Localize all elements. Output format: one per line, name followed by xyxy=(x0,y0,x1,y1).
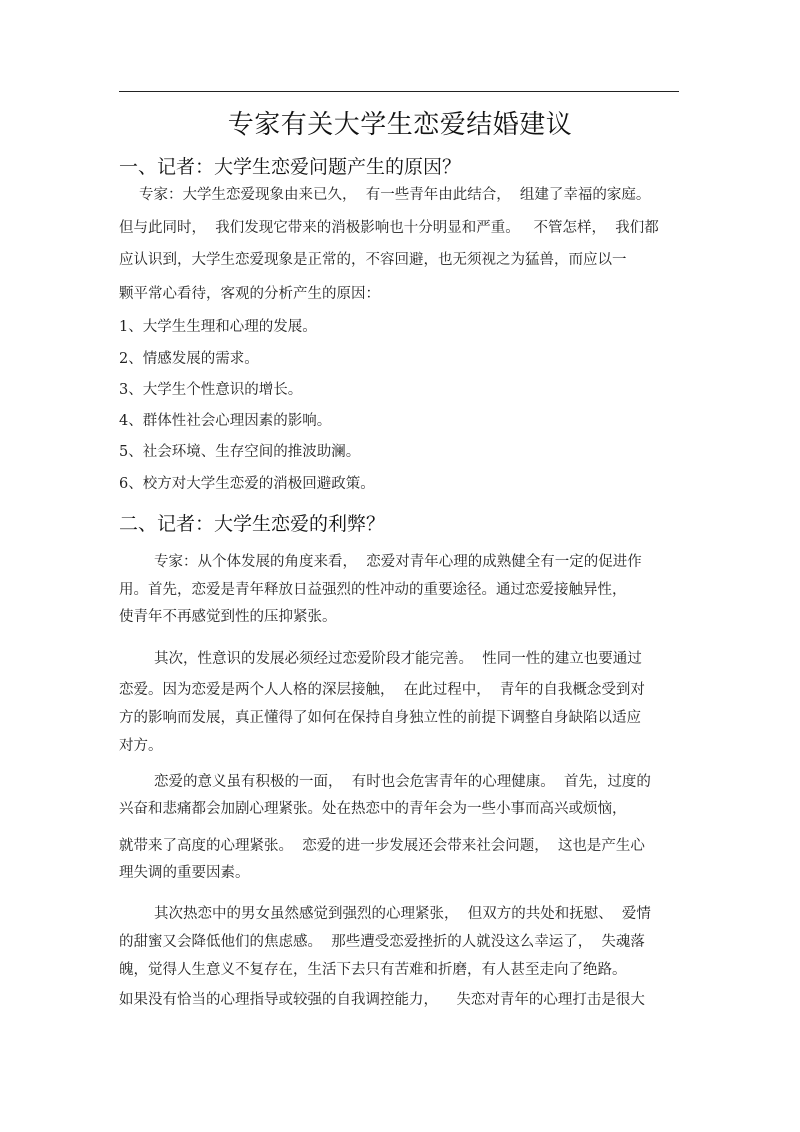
list-item: 3、大学生个性意识的增长。 xyxy=(119,382,303,398)
paragraph-line: 其次，性意识的发展必须经过恋爱阶段才能完善。 性同一性的建立也要通过 xyxy=(154,651,642,667)
list-item: 2、情感发展的需求。 xyxy=(119,351,259,367)
paragraph-line: 使青年不再感觉到性的压抑紧张。 xyxy=(119,609,337,625)
list-item: 5、社会环境、生存空间的推波助澜。 xyxy=(119,444,361,460)
paragraph-line: 专家：大学生恋爱现象由来已久， 有一些青年由此结合， 组建了幸福的家庭。 xyxy=(139,187,651,203)
paragraph-line: 如果没有恰当的心理指导或较强的自我调控能力， 失恋对青年的心理打击是很大 xyxy=(119,992,645,1008)
paragraph-line: 专家：从个体发展的角度来看， 恋爱对青年心理的成熟健全有一定的促进作 xyxy=(154,554,642,570)
paragraph-line: 方的影响而发展，真正懂得了如何在保持自身独立性的前提下调整自身缺陷以适应 xyxy=(119,710,641,726)
paragraph-line: 就带来了高度的心理紧张。 恋爱的进一步发展还会带来社会问题， 这也是产生心 xyxy=(119,838,645,854)
list-item: 4、群体性社会心理因素的影响。 xyxy=(119,413,332,429)
paragraph-line: 颗平常心看待，客观的分析产生的原因： xyxy=(119,286,380,302)
section-heading-1: 一、记者：大学生恋爱问题产生的原因？ xyxy=(119,156,462,178)
document-title: 专家有关大学生恋爱结婚建议 xyxy=(227,110,573,140)
paragraph-line: 但与此同时， 我们发现它带来的消极影响也十分明显和严重。 不管怎样， 我们都 xyxy=(119,220,659,236)
section-heading-2: 二、记者：大学生恋爱的利弊？ xyxy=(119,513,386,535)
paragraph-line: 其次热恋中的男女虽然感觉到强烈的心理紧张， 但双方的共处和抚慰、 爱情 xyxy=(154,906,651,922)
paragraph-line: 对方。 xyxy=(119,738,163,754)
list-item: 1、大学生生理和心理的发展。 xyxy=(119,319,317,335)
header-rule xyxy=(119,91,679,92)
paragraph-line: 的甜蜜又会降低他们的焦虑感。 那些遭受恋爱挫折的人就没这么幸运了， 失魂落 xyxy=(119,934,645,950)
paragraph-line: 魄，觉得人生意义不复存在，生活下去只有苦难和折磨，有人甚至走向了绝路。 xyxy=(119,962,627,978)
list-item: 6、校方对大学生恋爱的消极回避政策。 xyxy=(119,476,375,492)
paragraph-line: 应认识到，大学生恋爱现象是正常的，不容回避，也无须视之为猛兽，而应以一 xyxy=(119,252,627,268)
paragraph-line: 理失调的重要因素。 xyxy=(119,865,250,881)
paragraph-line: 用。首先，恋爱是青年释放日益强烈的性冲动的重要途径。通过恋爱接触异性， xyxy=(119,582,627,598)
paragraph-line: 兴奋和悲痛都会加剧心理紧张。处在热恋中的青年会为一些小事而高兴或烦恼， xyxy=(119,801,627,817)
paragraph-line: 恋爱的意义虽有积极的一面， 有时也会危害青年的心理健康。 首先，过度的 xyxy=(154,774,651,790)
paragraph-line: 恋爱。因为恋爱是两个人人格的深层接触， 在此过程中， 青年的自我概念受到对 xyxy=(119,682,645,698)
